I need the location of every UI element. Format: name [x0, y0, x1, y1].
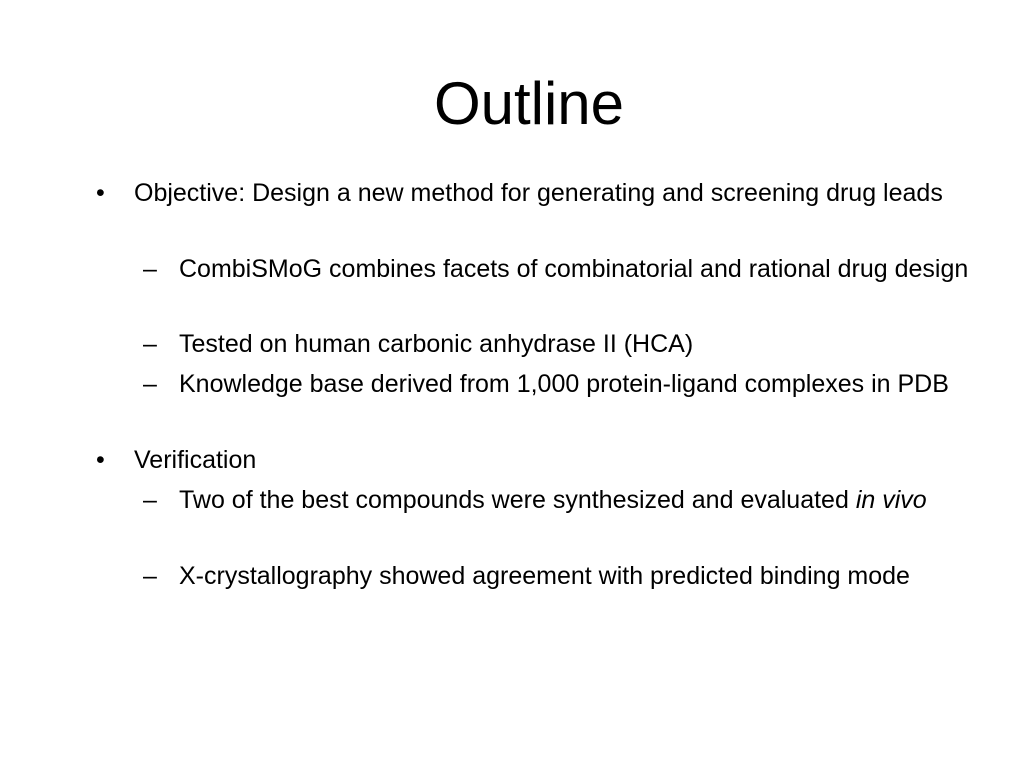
bullet-marker: •: [96, 179, 105, 207]
dash-marker: –: [143, 370, 157, 398]
bullet-marker: •: [96, 446, 105, 474]
bullet-item-verification: Verification: [134, 446, 257, 474]
dash-marker: –: [143, 255, 157, 283]
sub-item-synthesized: [179, 483, 969, 517]
dash-marker: –: [143, 562, 157, 590]
sub-item-x-crystallography: X-crystallography showed agreement with predicted binding mode: [179, 562, 910, 590]
sub-item-combismog: CombiSMoG combines facets of combinatorial and rational drug design: [179, 255, 969, 283]
sub-item-synthesized-text: Two of the best compounds were synthesized and evaluated: [179, 486, 849, 514]
in-vivo-emphasis: in vivo: [855, 486, 927, 514]
sub-item-knowledge-base: Knowledge base derived from 1,000 protein-ligand complexes in PDB: [179, 370, 949, 398]
dash-marker: –: [143, 330, 157, 358]
dash-marker: –: [143, 486, 157, 514]
sub-item-tested-on-hca: Tested on human carbonic anhydrase II (HCA): [179, 330, 694, 358]
slide-title: Outline: [433, 70, 625, 137]
bullet-item-objective: Objective: Design a new method for generating and screening drug leads: [134, 179, 943, 207]
